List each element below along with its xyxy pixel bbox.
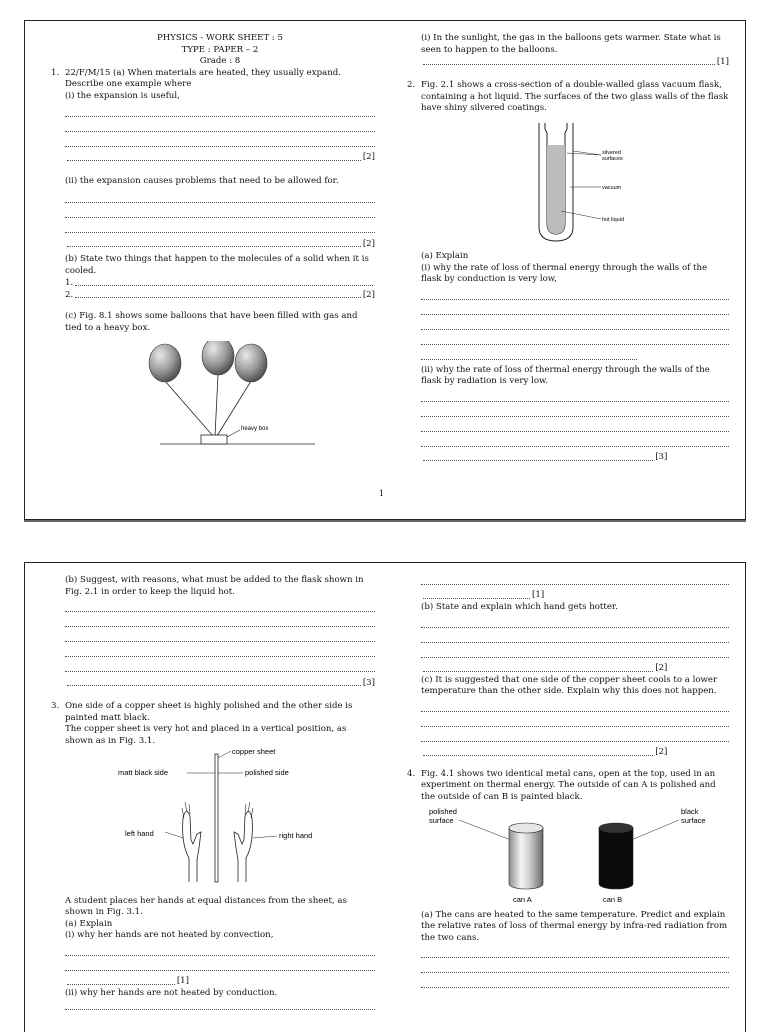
- page-number: 1: [379, 489, 385, 498]
- flask-label-hot-liquid: hot liquid: [602, 216, 625, 223]
- answer-line: [421, 618, 729, 628]
- worksheet-title: PHYSICS - WORK SHEET : 5: [156, 33, 284, 43]
- heavy-box-label: heavy box: [241, 425, 269, 432]
- mark: [1]: [176, 976, 189, 987]
- answer-line: [421, 732, 729, 742]
- q2-a-ii: (ii) why the rate of loss of thermal energy through the walls of the flask by radiation is very low.: [421, 364, 710, 387]
- answer-line: [65, 223, 375, 233]
- mark: [2]: [362, 151, 375, 162]
- answer-line: [421, 350, 637, 360]
- page2-right-column: [407, 575, 729, 993]
- balloon-string: [165, 381, 213, 436]
- q1-b: (b) State two things that happen to the molecules of a solid when it is cooled.: [65, 254, 369, 276]
- worksheet-grade: Grade : 8: [199, 56, 241, 67]
- answer-line-with-mark: [421, 56, 729, 68]
- left-hand: [183, 811, 201, 882]
- label-right-hand: right hand: [279, 830, 313, 840]
- answer-line: [421, 702, 729, 712]
- answer-line: [421, 320, 729, 330]
- answer-line: [65, 946, 375, 956]
- answer-line: [421, 948, 729, 958]
- answer-line: [65, 107, 375, 117]
- q3-intro: One side of a copper sheet is highly polished and the other side is painted matt black.: [65, 701, 353, 723]
- label-copper-sheet: copper sheet: [232, 747, 276, 756]
- worksheet-page-2: [24, 562, 746, 1032]
- heavy-box: [201, 435, 227, 444]
- answer-line: [421, 437, 729, 447]
- page1-right-column: [407, 33, 729, 464]
- label-black: black: [681, 806, 699, 816]
- answer-line: [421, 963, 729, 973]
- q1-intro-2: Describe one example where: [65, 79, 192, 90]
- worksheet-page-1: [24, 20, 746, 520]
- q1-a-ii: (ii) the expansion causes problems that need to be allowed for.: [65, 175, 339, 186]
- q3-a-i: (i) why her hands are not heated by convection,: [65, 930, 274, 941]
- q1-c-i: (i) In the sunlight, the gas in the balloons gets warmer. State what is seen to happen to the balloons.: [421, 33, 721, 55]
- balloon: [235, 344, 267, 382]
- answer-line: [421, 407, 729, 417]
- q3-student: A student places her hands at equal distances from the sheet, as shown in Fig. 3.1.: [65, 895, 347, 918]
- answer-line-with-mark: [65, 976, 189, 988]
- balloon-string: [215, 375, 218, 436]
- can-a-top: [509, 823, 543, 833]
- answer-line: [65, 137, 375, 147]
- answer-line: [421, 305, 729, 315]
- answer-line: [421, 422, 729, 432]
- answer-line-with-mark: [421, 452, 667, 464]
- q1-c: (c) Fig. 8.1 shows some balloons that have been filled with gas and tied to a heavy box.: [65, 311, 358, 333]
- answer-line-with-mark: [65, 152, 375, 164]
- answer-line: [421, 648, 729, 658]
- q3-b: (b) State and explain which hand gets hotter.: [421, 602, 618, 612]
- page2-left-column: [51, 575, 375, 1015]
- label-polished-side: polished side: [245, 767, 289, 777]
- balloon: [149, 344, 181, 382]
- label-left-hand: left hand: [125, 828, 154, 838]
- balloon: [202, 341, 234, 375]
- q2-intro: Fig. 2.1 shows a cross-section of a double-walled glass vacuum flask, containing a hot liquid. The surfaces of the two glass walls of the flask have shiny silvered coatings.: [421, 80, 729, 114]
- mark: [1]: [716, 56, 729, 67]
- can-b: [599, 828, 633, 889]
- q3-c: (c) It is suggested that one side of the copper sheet cools to a lower temperature than the other side. Explain why this does not happen.: [421, 674, 718, 697]
- answer-line: [421, 717, 729, 727]
- mark: [3]: [655, 452, 668, 463]
- can-b-top: [599, 823, 633, 833]
- q4-a: (a) The cans are heated to the same temperature. Predict and explain the relative rates of loss of thermal energy by infra-red radiation from the two cans.: [421, 909, 728, 943]
- label-polished-surface: surface: [429, 815, 454, 825]
- question-4: [407, 768, 729, 804]
- answer-line: [65, 647, 375, 657]
- answer-line: [65, 602, 375, 612]
- q2-b: (b) Suggest, with reasons, what must be added to the flask shown in Fig. 2.1 in order to keep the liquid hot.: [65, 575, 364, 597]
- worksheet-type: TYPE : PAPER – 2: [181, 44, 259, 55]
- q2-a-i: (i) why the rate of loss of thermal energy through the walls of the flask by conduction is very low,: [421, 262, 708, 285]
- q1-a-i: (i) the expansion is useful,: [65, 90, 180, 101]
- question-4-number: 4.: [407, 768, 416, 779]
- mark: [2]: [655, 663, 668, 673]
- answer-line: [421, 575, 729, 585]
- flask-label-surfaces: surfaces: [602, 155, 623, 162]
- copper-sheet-figure: [65, 748, 375, 896]
- answer-line: [421, 633, 729, 643]
- label-matt-black-side: matt black side: [118, 767, 169, 777]
- cans-figure: [421, 806, 729, 906]
- question-2-number: 2.: [407, 80, 416, 91]
- answer-line: [65, 193, 375, 203]
- mark: [2]: [362, 238, 375, 249]
- answer-line: [65, 632, 375, 642]
- answer-line-with-mark: [65, 677, 375, 689]
- vacuum-flask-figure: [421, 119, 729, 247]
- page1-left-column: [51, 33, 375, 451]
- answer-line-with-mark: [421, 663, 667, 675]
- answer-line: [65, 208, 375, 218]
- question-3-number: 3.: [51, 701, 60, 712]
- can-a: [509, 828, 543, 889]
- q1-b-line-1: 1.: [65, 277, 375, 289]
- flask-label-silvered: silvered: [602, 149, 621, 156]
- mark: [2]: [655, 747, 668, 758]
- answer-line-with-mark: [421, 747, 667, 759]
- mark: [1]: [532, 590, 545, 601]
- flask-label-vacuum: vacuum: [602, 184, 622, 191]
- answer-line-with-mark: [65, 238, 375, 250]
- answer-line: [65, 1000, 375, 1010]
- answer-line: [65, 662, 375, 672]
- answer-line-with-mark: [421, 590, 544, 602]
- label-can-b: can B: [603, 894, 623, 904]
- q3-intro-2: The copper sheet is very hot and placed in a vertical position, as shown as in Fig. 3.1.: [65, 724, 347, 746]
- q2-a: (a) Explain: [421, 250, 469, 261]
- answer-line: [421, 290, 729, 300]
- q3-a: (a) Explain: [65, 918, 113, 929]
- q3-a-ii: (ii) why her hands are not heated by conduction.: [65, 987, 278, 998]
- q1-intro: 22/F/M/15 (a) When materials are heated, they usually expand.: [65, 67, 341, 78]
- question-2: [407, 80, 729, 115]
- label-polished: polished: [429, 806, 457, 816]
- copper-sheet: [215, 754, 218, 882]
- balloons-figure: [65, 341, 375, 451]
- label-can-a: can A: [513, 894, 532, 904]
- answer-line: [65, 122, 375, 132]
- label-black-surface: surface: [681, 815, 706, 825]
- hot-liquid: [547, 145, 565, 234]
- answer-line: [421, 335, 729, 345]
- answer-line: [65, 961, 375, 971]
- q1-b-line-2: 2. [2]: [65, 289, 375, 300]
- mark: [3]: [362, 677, 375, 688]
- answer-line: [65, 617, 375, 627]
- q4-intro: Fig. 4.1 shows two identical metal cans, open at the top, used in an experiment on thermal energy. The outside of can A is polished and the outside of can B is painted black.: [421, 768, 716, 802]
- question-1-number: 1.: [51, 67, 60, 78]
- answer-line: [421, 978, 729, 988]
- question-1: [51, 67, 375, 335]
- mark: [2]: [362, 289, 375, 300]
- answer-line: [421, 392, 729, 402]
- question-3: [51, 701, 375, 747]
- right-hand: [234, 811, 252, 882]
